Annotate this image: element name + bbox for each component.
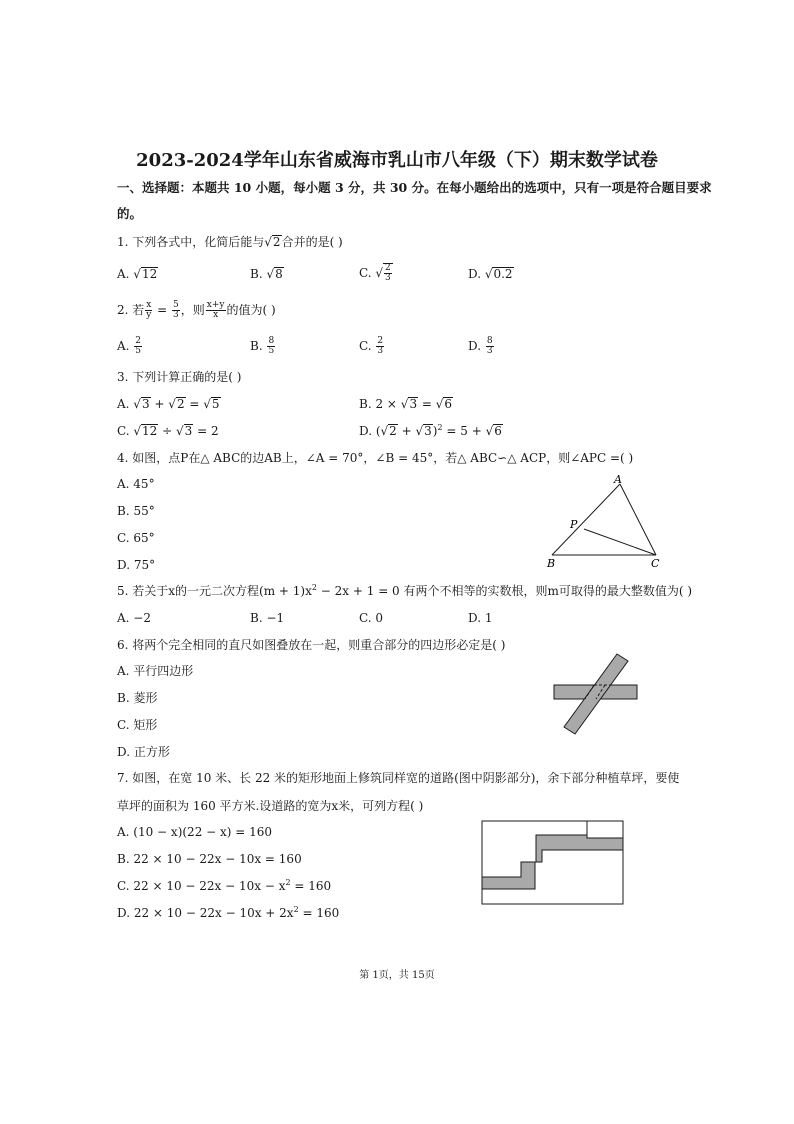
question-3-option-c[interactable]: C. √12 ÷ √3 = 2 — [117, 424, 219, 438]
question-5-option-b[interactable]: B. −1 — [250, 611, 285, 625]
question-2-option-b[interactable]: B. $\frac{8}{5}$ — [250, 336, 275, 356]
question-5-stem: 5. 若关于x的一元二次方程$(m + 1)x^2 - 2x + 1 = 0$ 有两个不相等的实数根，则m可取得的最大整数值为( ) — [117, 583, 693, 598]
rulers-figure — [548, 650, 643, 738]
question-1-option-d[interactable]: D. √0.2 — [468, 267, 513, 281]
question-1-stem: 1. 下列各式中，化简后能与√2合并的是( ) — [117, 235, 343, 249]
question-4-option-a[interactable]: A. 45° — [117, 477, 155, 491]
page-title: 2023-2024学年山东省威海市乳山市八年级（下）期末数学试卷 — [136, 150, 658, 171]
question-1-option-c[interactable]: C. √ $\frac{2}{3}$ — [359, 263, 391, 283]
vertex-b-label: B — [547, 557, 556, 570]
question-7-stem-line2: 草坪的面积为 160 平方米.设道路的宽为x米，可列方程( ) — [117, 799, 424, 813]
question-5-option-a[interactable]: A. −2 — [117, 611, 151, 625]
question-6-option-d[interactable]: D. 正方形 — [117, 745, 170, 759]
question-2-option-c[interactable]: C. $\frac{2}{3}$ — [359, 336, 384, 356]
question-4-option-c[interactable]: C. 65° — [117, 531, 155, 545]
page-footer: 第 1页，共 15页 — [359, 970, 435, 981]
question-6-option-a[interactable]: A. 平行四边形 — [117, 664, 194, 678]
question-3-option-a[interactable]: A. √3 + √2 = √5 — [117, 397, 220, 411]
question-1-option-a[interactable]: A. √12 — [117, 267, 158, 281]
vertex-a-label: A — [614, 473, 622, 486]
question-3-stem: 3. 下列计算正确的是( ) — [117, 370, 242, 384]
point-p-label: P — [570, 518, 578, 531]
question-5-option-d[interactable]: D. 1 — [468, 611, 493, 625]
section-heading: 一、选择题：本题共 10 小题，每小题 3 分，共 30 分。在每小题给出的选项中，只有一项是符合题目要求 — [117, 180, 712, 195]
lawn-road-figure — [480, 818, 626, 906]
question-2-option-a[interactable]: A. $\frac{2}{5}$ — [117, 336, 142, 356]
question-6-stem: 6. 将两个完全相同的直尺如图叠放在一起，则重合部分的四边形必定是( ) — [117, 638, 506, 652]
question-7-option-c[interactable]: C. $22 \times 10 - 22x - 10x - x^2 = 160$ — [117, 878, 332, 893]
triangle-figure — [538, 470, 668, 572]
edge-ab — [552, 484, 620, 555]
question-2-option-d[interactable]: D. $\frac{8}{3}$ — [468, 336, 493, 356]
vertex-c-label: C — [651, 557, 660, 570]
question-3-option-b[interactable]: B. 2 × √3 = √6 — [359, 397, 453, 411]
question-4-option-d[interactable]: D. 75° — [117, 558, 156, 572]
section-heading-cont: 的。 — [117, 206, 143, 221]
question-2-stem: 2. 若 $\frac{x}{y}$ = $\frac{5}{3}$ ，则 $\frac{x+y}{x}$ 的值为( ) — [117, 300, 276, 320]
question-4-stem: 4. 如图，点P在△ ABC的边AB上，∠A = 70°，∠B = 45°，若△ ABC∽△ ACP，则∠APC =( ) — [117, 451, 634, 465]
lawn-rectangle — [482, 821, 623, 904]
question-4-option-b[interactable]: B. 55° — [117, 504, 155, 518]
question-6-option-c[interactable]: C. 矩形 — [117, 718, 158, 732]
question-7-stem-line1: 7. 如图，在宽 10 米、长 22 米的矩形地面上修筑同样宽的道路(图中阴影部分)，余下部分种植草坪，要使 — [117, 771, 680, 785]
question-5-option-c[interactable]: C. 0 — [359, 611, 384, 625]
question-1-option-b[interactable]: B. √8 — [250, 267, 283, 281]
question-7-option-d[interactable]: D. $22 \times 10 - 22x - 10x + 2x^2 = 160$ — [117, 905, 340, 920]
question-7-option-a[interactable]: A. (10 − x)(22 − x) = 160 — [117, 825, 273, 839]
question-6-option-b[interactable]: B. 菱形 — [117, 691, 158, 705]
question-7-option-b[interactable]: B. 22 × 10 − 22x − 10x = 160 — [117, 852, 302, 866]
question-3-option-d[interactable]: D. $(√2 + √3)^2 = 5 + √6$ — [359, 423, 502, 438]
